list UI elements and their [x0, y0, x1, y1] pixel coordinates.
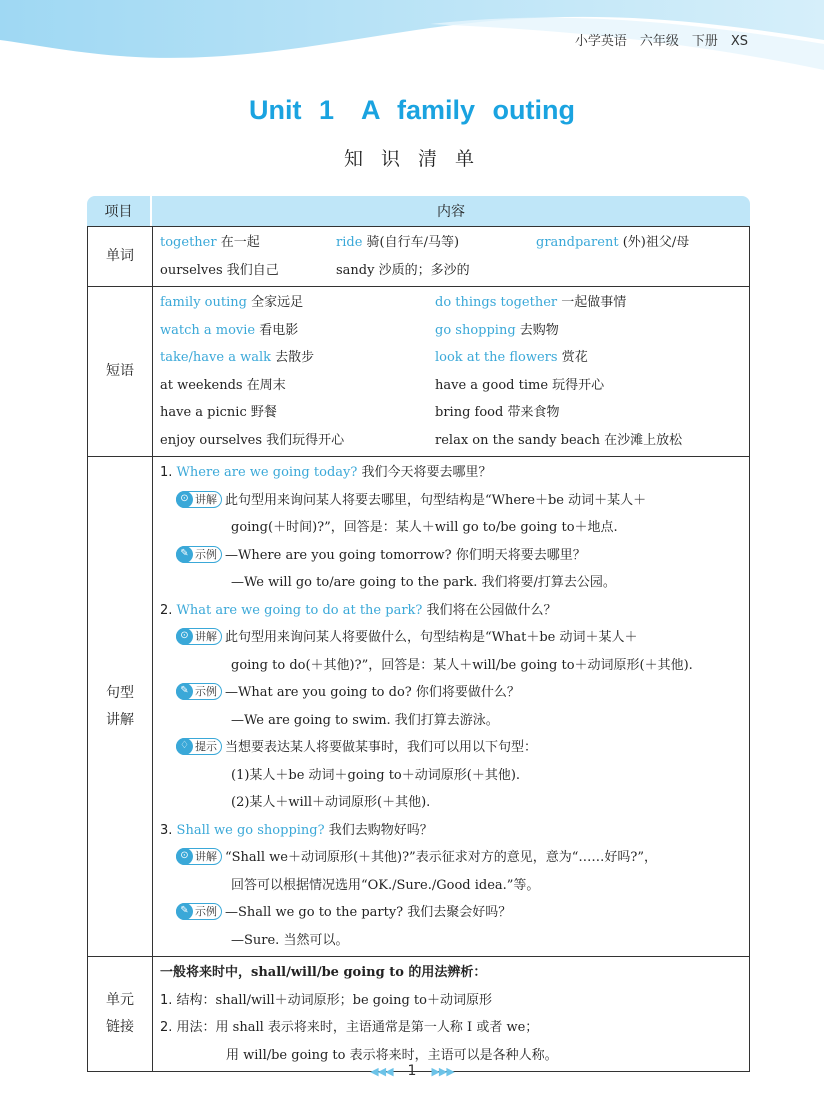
- tag-label: 示例: [195, 905, 217, 918]
- vocab-entry: ourselves 我们自己: [160, 262, 279, 278]
- key-icon: ⊙: [176, 628, 193, 645]
- page-footer: [0, 1063, 824, 1079]
- sentence-en: What are we going to do at the park?: [176, 602, 423, 618]
- sentence-zh: 我们将在公园做什么？: [422, 602, 557, 618]
- example-text: —Where are you going tomorrow? 你们明天将要去哪里？: [225, 547, 586, 563]
- example-tag: [176, 546, 222, 563]
- explanation-text: going to do(＋其他)?”，回答是：某人＋will/be going to＋动词原形(＋其他).: [231, 657, 693, 673]
- key-icon: ⊙: [176, 848, 193, 865]
- tip-text: 当想要表达某人将要做某事时，我们可以用以下句型：: [225, 740, 538, 755]
- sentence-item: [160, 597, 749, 625]
- example-tag: [176, 903, 222, 920]
- explanation-text: going(＋时间)?”，回答是：某人＋will go to/be going to＋地点.: [231, 520, 618, 535]
- sentences-row: [88, 457, 750, 957]
- sentences-label: [88, 457, 153, 957]
- link-num: 1.: [160, 992, 173, 1008]
- sentences-label-line2: 讲解: [106, 711, 134, 728]
- phrase-zh: 全家远足: [246, 295, 304, 310]
- link-text: 结构：shall/will＋动词原形；be going to＋动词原形: [172, 992, 492, 1008]
- phrase-en: take/have a walk: [160, 350, 272, 365]
- example-text: —We will go to/are going to the park. 我们将要/打算去公园。: [231, 575, 616, 590]
- phrases-label: 短语: [88, 287, 153, 457]
- example-text: —We are going to swim. 我们打算去游泳。: [231, 712, 499, 728]
- lightbulb-icon: ♢: [176, 738, 193, 755]
- example-tag: [176, 683, 222, 700]
- pencil-icon: ✎: [176, 683, 193, 700]
- phrase-zh: 一起做事情: [557, 295, 627, 310]
- vocab-meaning: 在一起: [216, 235, 260, 250]
- example-text: —What are you going to do? 你们将要做什么？: [225, 685, 520, 700]
- sentences-content: [153, 457, 750, 957]
- vocab-word: together: [160, 235, 217, 250]
- table-header: [87, 196, 750, 226]
- example-text: —Sure. 当然可以。: [231, 932, 349, 948]
- tag-label: 示例: [195, 685, 217, 698]
- phrase-en: watch a movie: [160, 322, 256, 338]
- phrases-content: [153, 287, 750, 457]
- tag-label: 讲解: [195, 630, 217, 643]
- tip-tag: [176, 738, 222, 755]
- sentence-item: [160, 817, 749, 845]
- vocab-label: 单词: [88, 227, 153, 287]
- link-num: 2.: [160, 1020, 173, 1035]
- vocab-row: [88, 227, 750, 287]
- link-label-line1: 单元: [106, 992, 134, 1008]
- phrase-entry: have a picnic 野餐: [160, 405, 277, 420]
- right-arrows-icon: ▶▶▶: [431, 1065, 454, 1078]
- phrase-entry: enjoy ourselves 我们玩得开心: [160, 432, 345, 448]
- tip-text: (2)某人＋will＋动词原形(＋其他).: [231, 795, 431, 810]
- tag-label: 讲解: [195, 850, 217, 863]
- phrases-row: [88, 287, 750, 457]
- sentence-zh: 我们去购物好吗？: [324, 822, 433, 838]
- sentence-en: Where are we going today?: [176, 465, 358, 480]
- vocab-word: ride: [336, 235, 363, 250]
- phrase-entry: have a good time 玩得开心: [435, 377, 605, 393]
- tag-label: 讲解: [195, 492, 217, 506]
- vocab-entry: sandy 沙质的；多沙的: [336, 262, 470, 278]
- left-arrows-icon: ◀◀◀: [370, 1065, 393, 1078]
- sentence-zh: 我们今天将要去哪里？: [357, 465, 492, 480]
- explanation-tag: [176, 491, 222, 508]
- tag-label: 示例: [195, 547, 217, 561]
- vocab-meaning: (外)祖父/母: [618, 235, 690, 250]
- header-item: 项目: [87, 196, 152, 226]
- pencil-icon: ✎: [176, 546, 193, 563]
- link-label: [88, 957, 153, 1072]
- sentence-num: 2.: [160, 602, 173, 618]
- explanation-tag: [176, 628, 222, 645]
- unit-title: Unit 1 A family outing: [249, 95, 575, 125]
- sentence-num: 3.: [160, 822, 173, 838]
- explanation-text: 此句型用来询问某人将要做什么，句型结构是“What＋be 动词＋某人＋: [225, 630, 638, 645]
- phrase-zh: 看电影: [255, 322, 299, 338]
- phrase-zh: 去散步: [271, 350, 315, 365]
- explanation-text: 回答可以根据情况选用“OK./Sure./Good idea.”等。: [231, 877, 540, 893]
- phrase-en: look at the flowers: [435, 350, 558, 365]
- header-content: 内容: [437, 204, 465, 220]
- link-text: 用 will/be going to 表示将来时，主语可以是各种人称。: [226, 1047, 558, 1063]
- section-title: 知 识 清 单: [343, 148, 481, 170]
- link-heading: 一般将来时中，shall/will/be going to 的用法辨析：: [160, 965, 487, 980]
- explanation-text: “Shall we＋动词原形(＋其他)?”表示征求对方的意见，意为“……好吗?”，: [225, 850, 657, 865]
- phrase-entry: bring food 带来食物: [435, 405, 560, 420]
- header-meta: 小学英语 六年级 下册 XS: [574, 34, 748, 49]
- phrase-en: family outing: [160, 295, 247, 310]
- vocab-content: [153, 227, 750, 287]
- pencil-icon: ✎: [176, 903, 193, 920]
- explanation-tag: [176, 848, 222, 865]
- phrase-en: do things together: [435, 295, 558, 310]
- knowledge-table: [87, 196, 750, 1072]
- link-label-line2: 链接: [106, 1019, 134, 1035]
- phrase-zh: 去购物: [515, 322, 559, 338]
- sentence-en: Shall we go shopping?: [176, 822, 325, 838]
- link-row: [88, 957, 750, 1072]
- phrase-entry: relax on the sandy beach 在沙滩上放松: [435, 432, 683, 448]
- phrase-en: go shopping: [435, 322, 516, 338]
- page-number: 1: [407, 1063, 417, 1079]
- link-content: [153, 957, 750, 1072]
- header-band: [0, 0, 824, 78]
- link-text: 用法：用 shall 表示将来时，主语通常是第一人称 I 或者 we；: [172, 1020, 539, 1035]
- sentence-num: 1.: [160, 465, 173, 480]
- sentence-item: [160, 459, 749, 487]
- example-text: —Shall we go to the party? 我们去聚会好吗？: [225, 905, 512, 920]
- sentences-label-line1: 句型: [106, 684, 134, 701]
- vocab-meaning: 骑(自行车/马等): [362, 235, 460, 250]
- tag-label: 提示: [195, 740, 217, 753]
- phrase-entry: at weekends 在周末: [160, 377, 286, 393]
- phrase-zh: 赏花: [557, 350, 588, 365]
- vocab-word: grandparent: [536, 235, 619, 250]
- explanation-text: 此句型用来询问某人将要去哪里，句型结构是“Where＋be 动词＋某人＋: [225, 492, 647, 508]
- key-icon: ⊙: [176, 491, 193, 508]
- tip-text: (1)某人＋be 动词＋going to＋动词原形(＋其他).: [231, 767, 521, 783]
